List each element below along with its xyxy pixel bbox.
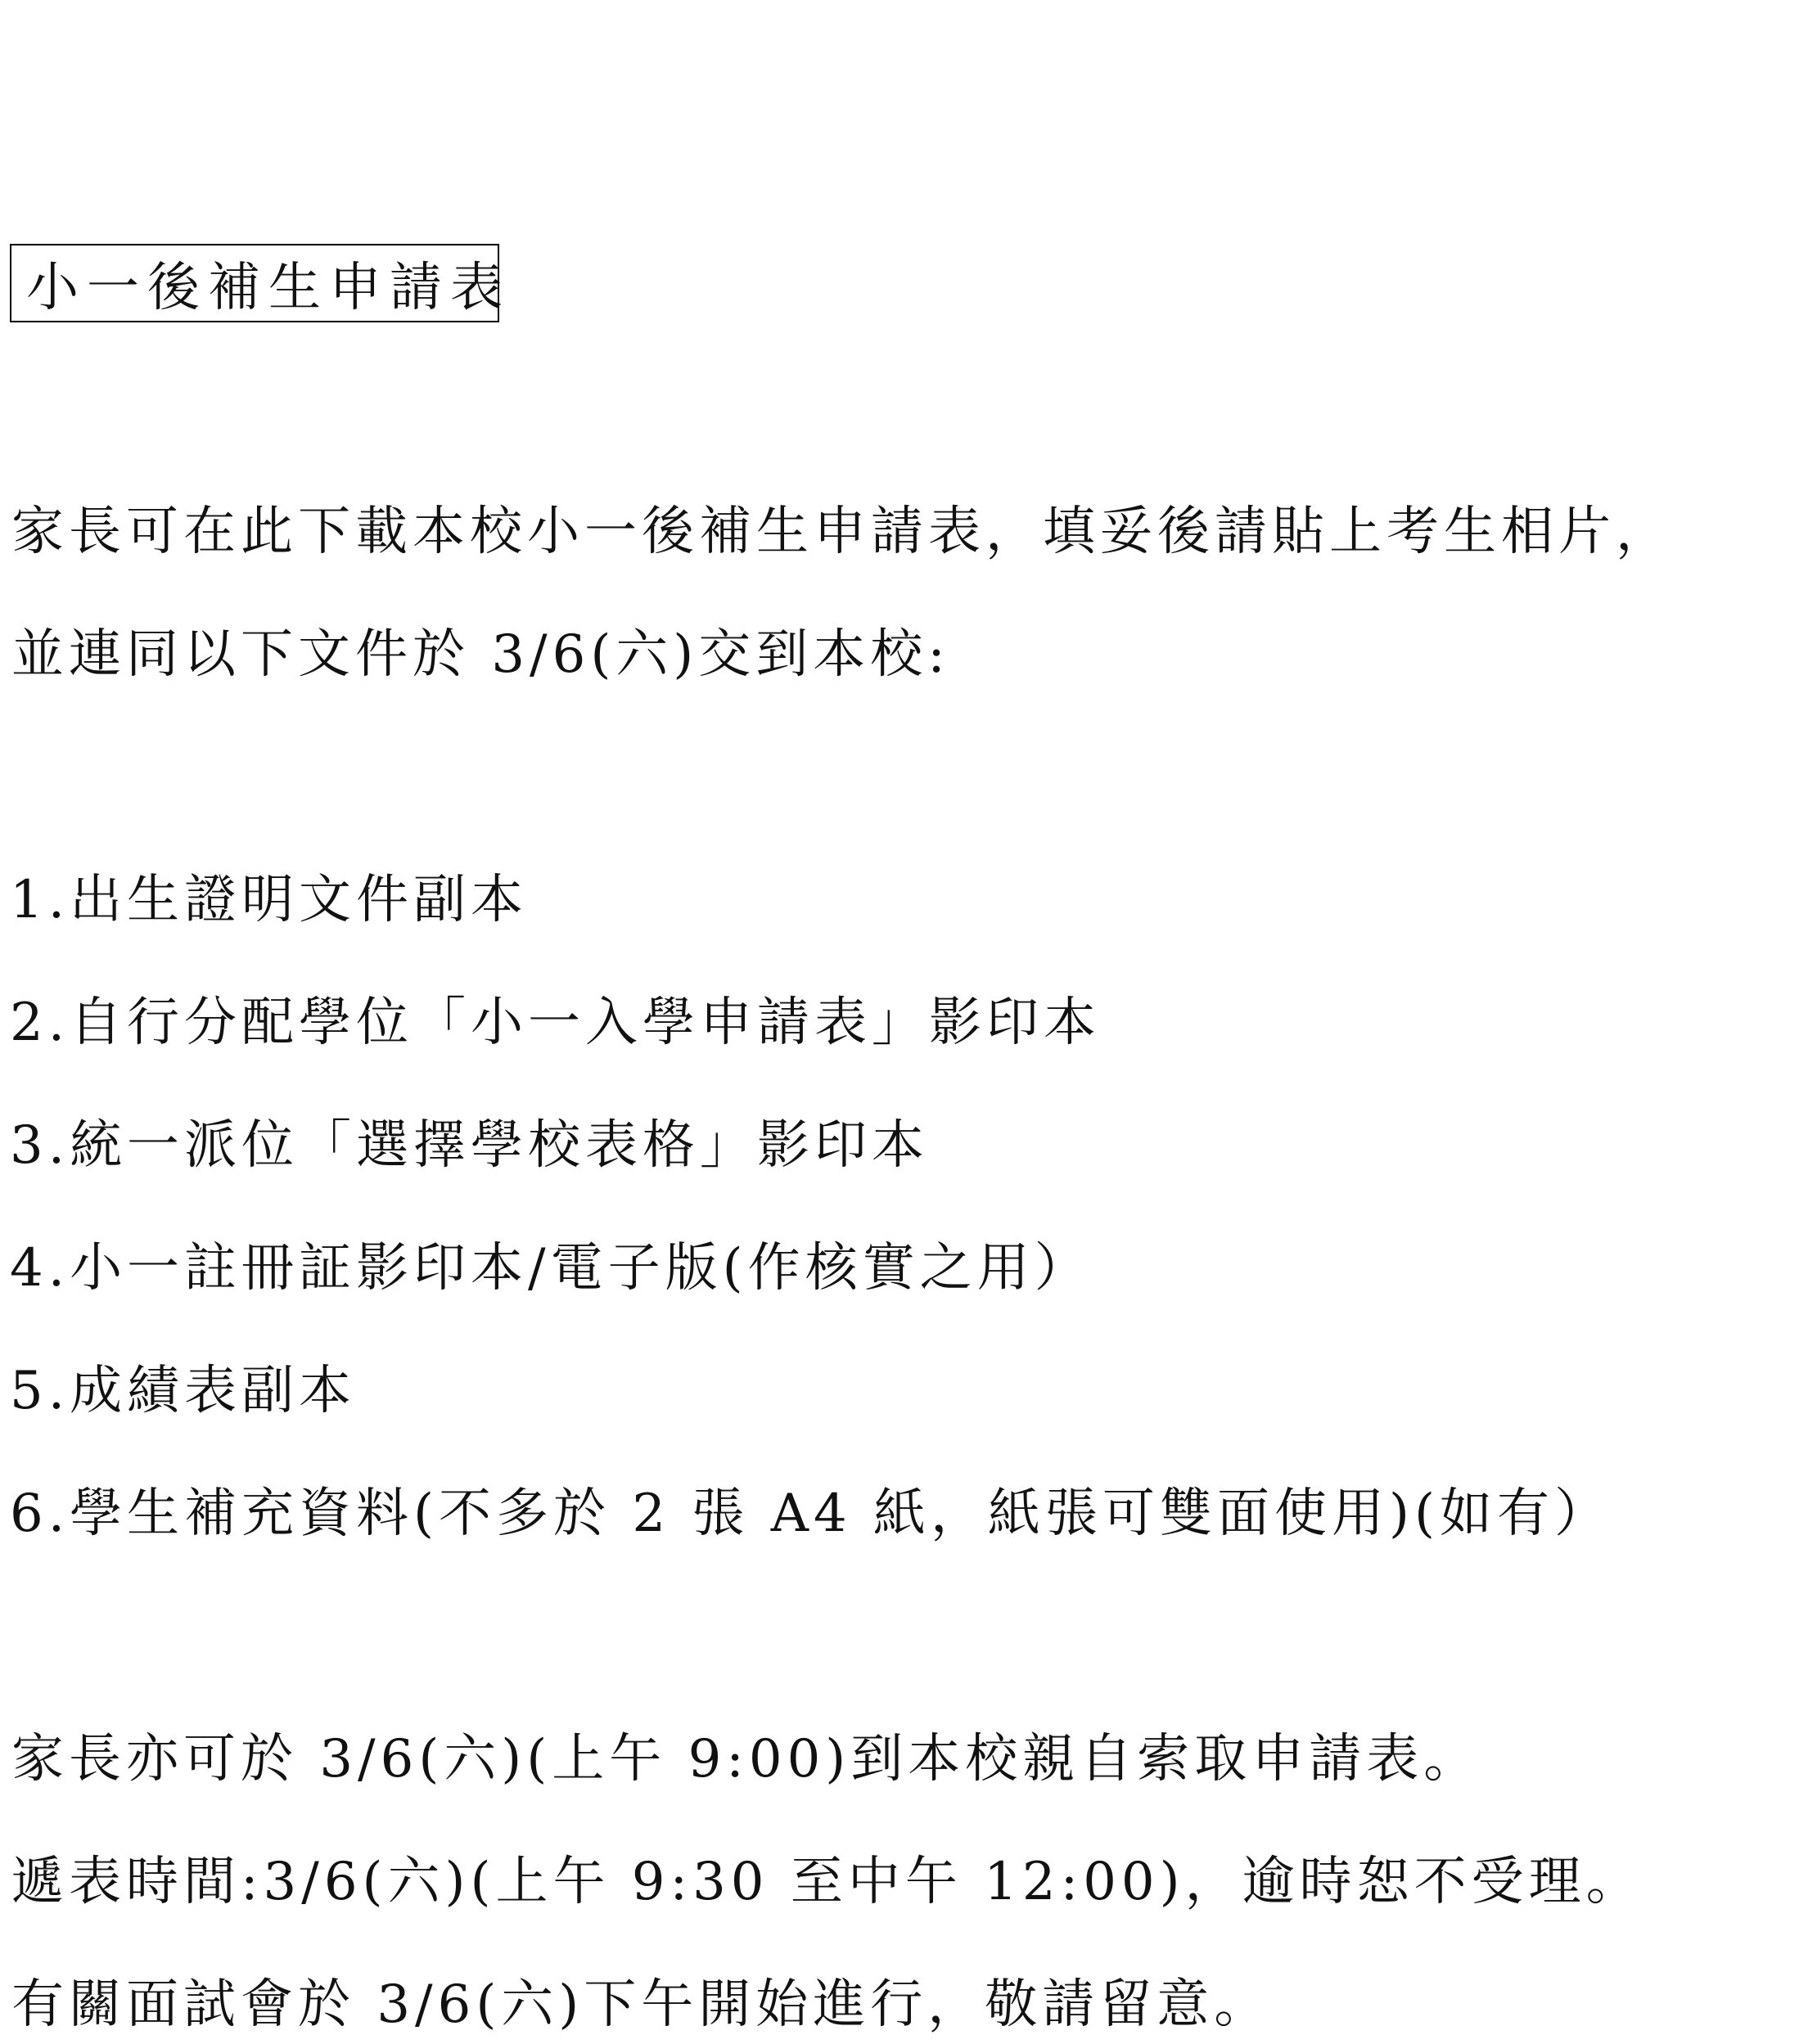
list-item-3: 3.統一派位「選擇學校表格」影印本 [10, 1115, 930, 1176]
intro-line-1: 家長可在此下載本校小一後補生申請表，填妥後請貼上考生相片， [11, 502, 1673, 562]
list-item-5: 5.成績表副本 [10, 1361, 357, 1421]
note-line-1: 家長亦可於 3/6(六)(上午 9:00)到本校親自索取申請表。 [11, 1729, 1481, 1790]
list-item-1: 1.出生證明文件副本 [10, 870, 529, 930]
intro-line-2: 並連同以下文件於 3/6(六)交到本校: [11, 624, 950, 685]
note-line-2: 遞表時間:3/6(六)(上午 9:30 至中午 12:00)，逾時恕不受理。 [11, 1852, 1643, 1912]
note-line-3: 有關面試會於 3/6(六)下午開始進行，敬請留意。 [11, 1974, 1272, 2035]
list-item-2: 2.自行分配學位「小一入學申請表」影印本 [10, 993, 1102, 1053]
document-title: 小一後補生申請表 [10, 244, 499, 322]
list-item-4: 4.小一註冊証影印本/電子版(作核實之用） [10, 1238, 1092, 1299]
list-item-6: 6.學生補充資料(不多於 2 張 A4 紙，紙張可雙面使用)(如有） [10, 1483, 1612, 1544]
